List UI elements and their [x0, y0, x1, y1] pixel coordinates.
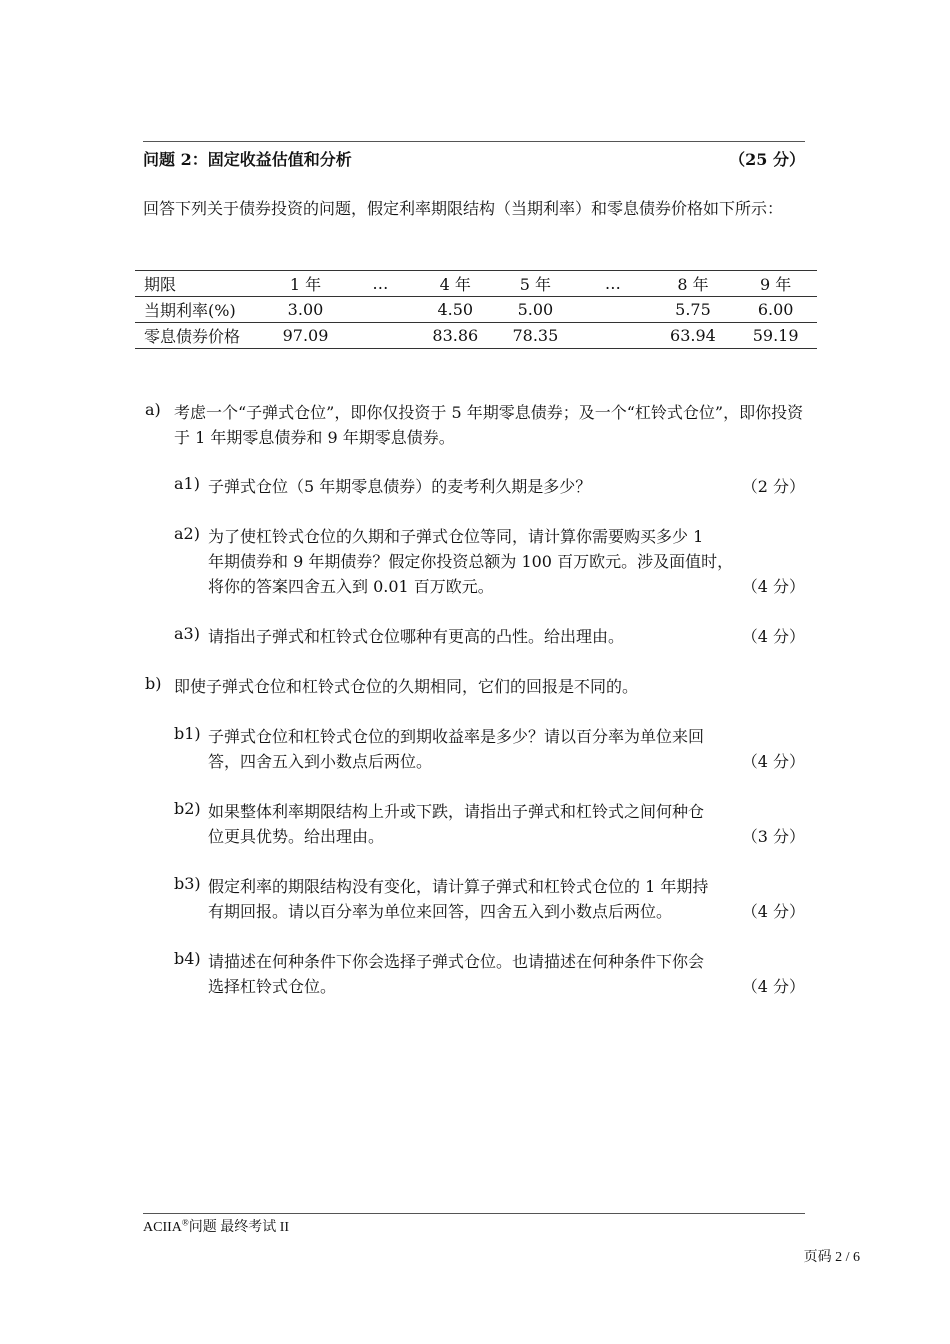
table-cell: 97.09	[264, 323, 347, 349]
question-a2-line3: 将你的答案四舍五入到 0.01 百万欧元。	[208, 577, 494, 596]
intro-text: 回答下列关于债券投资的问题，假定利率期限结构（当期利率）和零息债券价格如下所示：	[143, 199, 784, 218]
part-b-label: b)	[145, 674, 162, 693]
table-cell: 6.00	[734, 297, 817, 323]
table-header-cell: 8 年	[652, 271, 735, 297]
question-a3-label: a3)	[174, 624, 200, 643]
question-b4-points: （4 分）	[741, 977, 805, 996]
table-cell: 3.00	[264, 297, 347, 323]
table-cell: 59.19	[734, 323, 817, 349]
registered-mark: ®	[181, 1217, 189, 1228]
rates-table	[135, 270, 817, 349]
footer-rule	[143, 1213, 805, 1214]
footer-brand: ACIIA	[143, 1220, 182, 1235]
table-cell: 83.86	[414, 323, 497, 349]
question-a2-line2: 年期债券和 9 年期债券？假定你投资总额为 100 百万欧元。涉及面值时，	[208, 552, 734, 571]
part-b-text: 即使子弹式仓位和杠铃式仓位的久期相同，它们的回报是不同的。	[174, 677, 639, 696]
table-header-cell: 期限	[135, 271, 264, 297]
table-cell: 4.50	[414, 297, 497, 323]
table-cell: 63.94	[652, 323, 735, 349]
table-cell: 5.75	[652, 297, 735, 323]
question-b4-label: b4)	[174, 949, 201, 968]
table-cell	[347, 323, 414, 349]
question-a2-label: a2)	[174, 524, 200, 543]
question-b1-line1: 子弹式仓位和杠铃式仓位的到期收益率是多少？请以百分率为单位来回	[208, 727, 705, 746]
question-b2-label: b2)	[174, 799, 201, 818]
question-b1-points: （4 分）	[741, 752, 805, 771]
question-b4-line1: 请描述在何种条件下你会选择子弹式仓位。也请描述在何种条件下你会	[208, 952, 705, 971]
table-cell: 零息债券价格	[135, 323, 264, 349]
question-points: （25 分）	[729, 150, 805, 169]
question-b3-line1: 假定利率的期限结构没有变化，请计算子弹式和杠铃式仓位的 1 年期持	[208, 877, 709, 896]
part-a-label: a)	[145, 400, 161, 419]
table-cell: 5.00	[497, 297, 575, 323]
question-b2-line2: 位更具优势。给出理由。	[208, 827, 385, 846]
question-b4-line2: 选择杠铃式仓位。	[208, 977, 337, 996]
table-header-cell: 5 年	[497, 271, 575, 297]
footer-document-title	[143, 1216, 289, 1236]
table-header-row	[135, 271, 817, 297]
question-b1-line2: 答，四舍五入到小数点后两位。	[208, 752, 433, 771]
question-a3-points: （4 分）	[741, 627, 805, 646]
table-cell	[574, 297, 652, 323]
table-cell: 当期利率(%)	[135, 297, 264, 323]
question-a1-points: （2 分）	[741, 477, 805, 496]
question-a1-text: 子弹式仓位（5 年期零息债券）的麦考利久期是多少？	[208, 477, 592, 496]
question-title: 问题 2：固定收益估值和分析	[143, 150, 352, 169]
table-cell	[347, 297, 414, 323]
question-b2-points: （3 分）	[741, 827, 805, 846]
header-rule	[143, 141, 805, 142]
page-number: 页码 2 / 6	[803, 1250, 860, 1265]
table-header-cell: …	[347, 271, 414, 297]
table-cell: 78.35	[497, 323, 575, 349]
question-b2-line1: 如果整体利率期限结构上升或下跌，请指出子弹式和杠铃式之间何种仓	[208, 802, 705, 821]
table-row	[135, 323, 817, 349]
table-header-cell: 4 年	[414, 271, 497, 297]
question-b3-label: b3)	[174, 874, 201, 893]
part-a-text: 考虑一个“子弹式仓位”，即你仅投资于 5 年期零息债券；及一个“杠铃式仓位”，即你投资于 1 年期零息债券和 9 年期零息债券。	[174, 403, 804, 447]
question-a2-line1: 为了使杠铃式仓位的久期和子弹式仓位等同，请计算你需要购买多少 1	[208, 527, 704, 546]
question-b3-line2: 有期回报。请以百分率为单位来回答，四舍五入到小数点后两位。	[208, 902, 673, 921]
question-a3-text: 请指出子弹式和杠铃式仓位哪种有更高的凸性。给出理由。	[208, 627, 625, 646]
question-a2-points: （4 分）	[741, 577, 805, 596]
table-header-cell: 1 年	[264, 271, 347, 297]
question-b1-label: b1)	[174, 724, 201, 743]
table-header-cell: …	[574, 271, 652, 297]
table-header-cell: 9 年	[734, 271, 817, 297]
question-b3-points: （4 分）	[741, 902, 805, 921]
table-row	[135, 297, 817, 323]
table-cell	[574, 323, 652, 349]
footer-exam-name: 问题 最终考试 II	[188, 1220, 290, 1235]
question-a1-label: a1)	[174, 474, 200, 493]
